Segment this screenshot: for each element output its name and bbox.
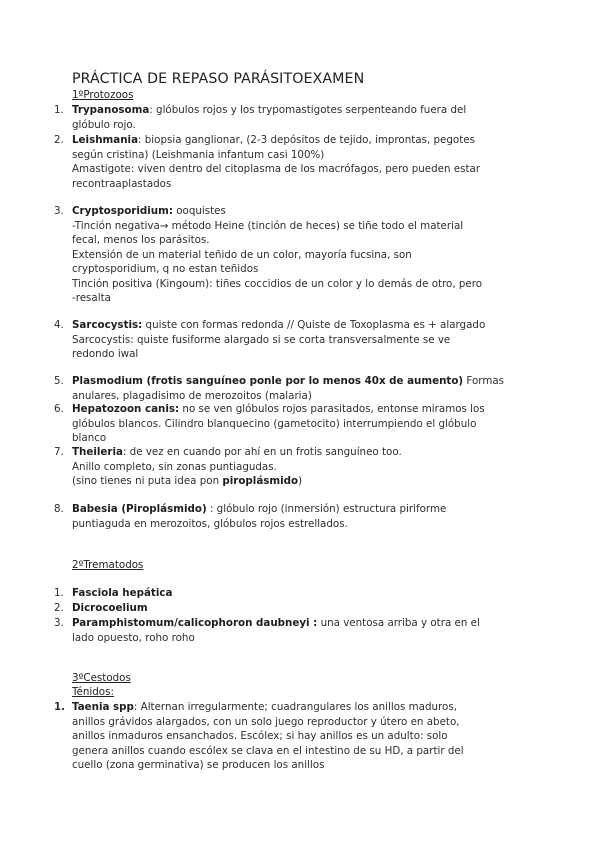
item-term: Trypanosoma [72, 104, 150, 116]
item-term: Theileria [72, 446, 123, 458]
item-text: recontraaplastados [72, 177, 172, 190]
item-text: : Alternan irregularmente; cuadrangulares los anillos maduros, [133, 701, 457, 713]
item-text: -resalta [72, 292, 111, 304]
item-text: blanco [72, 432, 107, 444]
item-text: ooquistes [172, 205, 226, 217]
item-number: 7. [54, 446, 64, 458]
item-number: 3. [54, 617, 64, 629]
item-text: anulares, plagadisimo de merozoitos (malaria) [72, 389, 312, 402]
list-item [54, 502, 534, 531]
item-term: Babesia (Piroplásmido) [72, 503, 207, 515]
item-term: Cryptosporidium: [72, 205, 173, 217]
item-text: Formas [463, 375, 505, 387]
item-number: 1. [54, 104, 64, 116]
subsection-heading-tenidos: Ténidos: [72, 686, 114, 698]
item-number: 4. [54, 319, 64, 331]
list-item [54, 700, 534, 773]
item-term: Leishmania [72, 134, 139, 146]
item-number: 3. [54, 205, 64, 217]
item-text: anillos inmaduros ensanchados. Escólex; si hay anillos es un adulto: solo [72, 730, 448, 742]
item-number: 2. [54, 134, 64, 146]
list-item [54, 402, 534, 446]
list-item [54, 586, 534, 601]
item-text: : glóbulos rojos y los trypomastigotes serpenteando fuera del [149, 104, 467, 116]
item-number: 6. [54, 403, 64, 415]
list-item [54, 601, 534, 616]
item-text: anillos grávidos alargados, con un solo juego reproductor y útero en abeto, [72, 715, 460, 728]
item-term: Paramphistomum/calicophoron daubneyi : [72, 617, 318, 629]
list-item [54, 445, 534, 489]
item-term: Fasciola hepática [72, 587, 173, 599]
item-text: (sino tienes ni puta idea pon [72, 475, 223, 487]
item-text: quiste con formas redonda // Quiste de Toxoplasma es + alargado [142, 319, 486, 331]
item-text: : glóbulo rojo (inmersión) estructura piriforme [206, 503, 447, 515]
item-text: puntiaguda en merozoitos, glóbulos rojos estrellados. [72, 517, 348, 530]
item-text: Anillo completo, sin zonas puntiagudas. [72, 460, 277, 473]
item-text: Tinción positiva (Kingoum): tiñes coccidios de un color y lo demás de otro, pero [72, 277, 483, 290]
list-item [54, 103, 534, 132]
item-text: Sarcocystis: quiste fusiforme alargado si se corta transversalmente se ve [72, 333, 451, 346]
document-title: PRÁCTICA DE REPASO PARÁSITOEXAMEN [72, 71, 365, 87]
item-number: 1. [54, 701, 66, 713]
item-emphasis: piroplásmido [222, 475, 299, 487]
item-number: 5. [54, 375, 64, 387]
item-text: Extensión de un material teñido de un color, mayoría fucsina, son [72, 248, 412, 261]
item-term: Plasmodium (frotis sanguíneo ponle por lo menos 40x de aumento) [72, 375, 464, 387]
section-heading-cestodos: 3ºCestodos [72, 672, 131, 684]
item-text: : de vez en cuando por ahí en un frotis sanguíneo too. [122, 446, 402, 458]
item-text: cryptosporidium, q no estan teñidos [72, 263, 259, 275]
item-text: : biopsia ganglionar, (2-3 depósitos de tejido, improntas, pegotes [138, 134, 475, 146]
item-text: genera anillos cuando escólex se clava en el intestino de su HD, a partir del [72, 744, 464, 757]
list-item [54, 204, 534, 306]
item-number: 1. [54, 587, 64, 599]
item-term: Sarcocystis: [72, 319, 143, 331]
item-text: según cristina) (Leishmania infantum casi 100%) [72, 148, 325, 161]
item-text: ) [298, 475, 303, 487]
list-item [54, 133, 534, 191]
section-heading-trematodos: 2ºTrematodos [72, 559, 144, 571]
section-heading-protozoos: 1ºProtozoos [72, 89, 134, 101]
item-text: -Tinción negativa→ método Heine (tinción de heces) se tiñe todo el material [72, 219, 464, 232]
list-item [54, 616, 534, 645]
item-number: 2. [54, 602, 64, 614]
item-text: cuello (zona germinativa) se producen los anillos [72, 759, 325, 771]
list-item [54, 318, 534, 362]
item-text: Amastigote: viven dentro del citoplasma de los macrófagos, pero pueden estar [72, 163, 481, 175]
item-text: lado opuesto, roho roho [72, 631, 195, 644]
item-term: Dicrocoelium [72, 602, 148, 614]
item-text: fecal, menos los parásitos. [72, 234, 210, 246]
item-text: redondo iwal [72, 348, 139, 360]
item-number: 8. [54, 503, 64, 515]
item-text: una ventosa arriba y otra en el [317, 617, 480, 629]
item-text: glóbulos blancos. Cilindro blanquecino (gametocito) interrumpiendo el glóbulo [72, 417, 477, 430]
item-text: glóbulo rojo. [72, 118, 136, 131]
item-term: Taenia spp [72, 701, 134, 713]
item-text: no se ven glóbulos rojos parasitados, entonse miramos los [179, 403, 485, 415]
list-item [54, 374, 534, 403]
item-term: Hepatozoon canis: [72, 403, 180, 415]
